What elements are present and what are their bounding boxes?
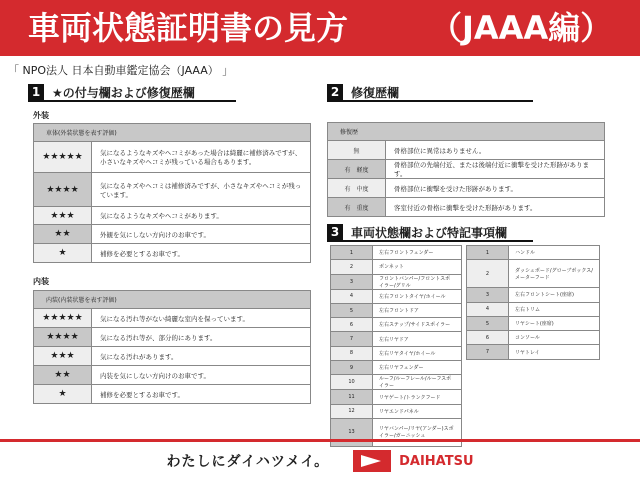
table-header: 修復歴 [328,123,605,141]
part-name: 左右リヤドア [373,332,462,346]
table-row [467,302,600,316]
part-name: 左右フロントタイヤ/ホイール [373,289,462,303]
table-row [34,244,311,263]
table-row [328,179,605,198]
description-cell: 客室付近の骨格に衝撃を受けた形跡があります。 [386,198,605,217]
description-cell: 外観を気にしない方向けのお車です。 [92,225,311,244]
part-name: リヤバンパー/リヤ(アンダー)スポイラー/ガーニッシュ [373,418,462,446]
part-number: 1 [331,246,373,260]
description-cell: 内装を気にしない方向けのお車です。 [92,366,311,385]
interior-rating-table [33,290,311,404]
part-number: 10 [331,375,373,390]
table-row [467,288,600,302]
page-title: 車両状態証明書の見方 [28,9,349,47]
repair-history-table [327,122,605,217]
part-number: 4 [467,302,509,316]
rating-cell: 有 重度 [328,198,386,217]
table-row [34,309,311,328]
table-row [328,141,605,160]
slogan-logo: わたしにダイハツメイ。 [166,454,330,470]
table-header: 車体(外装状態を表す評価) [34,124,311,142]
part-number: 13 [331,418,373,446]
rating-cell: 無 [328,141,386,160]
part-name: 左右フロントシート(座席) [509,288,600,302]
part-number: 5 [331,303,373,317]
section-number: 3 [327,224,343,240]
part-name: ダッシュボード/グローブボックス/メーターフード [509,260,600,288]
part-number: 9 [331,361,373,375]
part-number: 4 [331,289,373,303]
part-number: 7 [331,332,373,346]
table-row [331,390,462,404]
section-title: 修復歴欄 [351,85,400,100]
part-name: 左右フロントフェンダー [373,246,462,260]
part-number: 8 [331,346,373,360]
section-1-heading [28,84,236,102]
part-name: 左右ステップ/サイドスポイラー [373,318,462,332]
table-row [34,142,311,173]
table-row [328,160,605,179]
table-row [467,331,600,345]
part-name: フロントバンパー/フロントスポイラー/グリル [373,274,462,289]
description-cell: 気になるキズやヘコミは補修済みですが、小さなキズやヘコミが残っています。 [92,173,311,207]
rating-cell: ★★★★ [34,328,92,347]
table-row [331,318,462,332]
part-number: 3 [467,288,509,302]
part-number: 2 [467,260,509,288]
part-name: コンソール [509,331,600,345]
brand-name: DAIHATSU [399,453,474,469]
description-cell: 補修を必要とするお車です。 [92,385,311,404]
description-cell: 気になるようなキズやヘコミがあった場合は綺麗に補修済みですが、小さいなキズやヘコミが残っている場合もあります。 [92,142,311,173]
table-row [467,345,600,359]
table-row [331,418,462,446]
rating-cell: ★★★★★ [34,309,92,328]
divider [0,439,640,442]
rating-cell: ★★★★★ [34,142,92,173]
table-row [34,347,311,366]
part-number: 6 [467,331,509,345]
rating-cell: ★★ [34,366,92,385]
organization: 「 NPO法人 日本自動車鑑定協会（JAAA） 」 [8,64,234,77]
exterior-rating-table [33,123,311,263]
table-row [331,260,462,274]
description-cell: 気になるようなキズやヘコミがあります。 [92,207,311,225]
table-row [331,274,462,289]
table-header: 内装(内装状態を表す評価) [34,291,311,309]
description-cell: 気になる汚れ等がない綺麗な室内を保っています。 [92,309,311,328]
table-row [331,404,462,418]
table-row [331,375,462,390]
part-name: リヤゲート/トランクフード [373,390,462,404]
table-row [331,361,462,375]
part-name: ハンドル [509,246,600,260]
part-number: 6 [331,318,373,332]
table-row [467,316,600,330]
table-row [331,346,462,360]
table-row [331,246,462,260]
rating-cell: ★★★ [34,347,92,366]
daihatsu-mark-icon [353,450,391,472]
description-cell: 気になる汚れ等が、部分的にあります。 [92,328,311,347]
rating-cell: ★ [34,244,92,263]
exterior-parts-table [330,245,462,447]
rating-cell: 有 軽度 [328,160,386,179]
rating-cell: ★ [34,385,92,404]
part-number: 12 [331,404,373,418]
part-name: 左右リヤタイヤ/ホイール [373,346,462,360]
rating-cell: ★★★★ [34,173,92,207]
table-row [331,332,462,346]
section-title: 車両状態欄および特記事項欄 [351,225,508,240]
description-cell: 骨格部位に衝撃を受けた形跡があります。 [386,179,605,198]
part-number: 5 [467,316,509,330]
section-title: ★の付与欄および修復歴欄 [52,85,195,100]
section-number: 1 [28,84,44,100]
section-3-heading [327,224,533,242]
table-row [34,207,311,225]
part-name: リヤエンドパネル [373,404,462,418]
part-name: ボンネット [373,260,462,274]
page-title-suffix: （JAAA編） [430,9,613,47]
interior-label: 内装 [33,277,49,286]
table-row [34,366,311,385]
part-number: 2 [331,260,373,274]
table-row [331,289,462,303]
daihatsu-logo [353,450,473,472]
interior-parts-table [466,245,600,360]
part-name: リヤトレイ [509,345,600,359]
description-cell: 骨格部位の先端付近、または後端付近に衝撃を受けた形跡があります。 [386,160,605,179]
table-row [34,173,311,207]
part-name: リヤシート(座席) [509,316,600,330]
part-name: 左右トリム [509,302,600,316]
part-number: 7 [467,345,509,359]
table-row [331,303,462,317]
part-number: 11 [331,390,373,404]
section-number: 2 [327,84,343,100]
part-number: 3 [331,274,373,289]
exterior-label: 外装 [33,111,49,120]
description-cell: 気になる汚れがあります。 [92,347,311,366]
footer [0,450,640,472]
table-row [34,225,311,244]
description-cell: 骨格部位に異常はありません。 [386,141,605,160]
section-2-heading [327,84,533,102]
rating-cell: ★★★ [34,207,92,225]
rating-cell: ★★ [34,225,92,244]
page-header [0,0,640,56]
rating-cell: 有 中度 [328,179,386,198]
table-row [467,260,600,288]
description-cell: 補修を必要とするお車です。 [92,244,311,263]
part-name: 左右フロントドア [373,303,462,317]
part-name: ルーフ/ルーフレール/ルーフスポイラー [373,375,462,390]
part-number: 1 [467,246,509,260]
part-name: 左右リヤフェンダー [373,361,462,375]
table-row [467,246,600,260]
table-row [34,385,311,404]
table-row [34,328,311,347]
table-row [328,198,605,217]
